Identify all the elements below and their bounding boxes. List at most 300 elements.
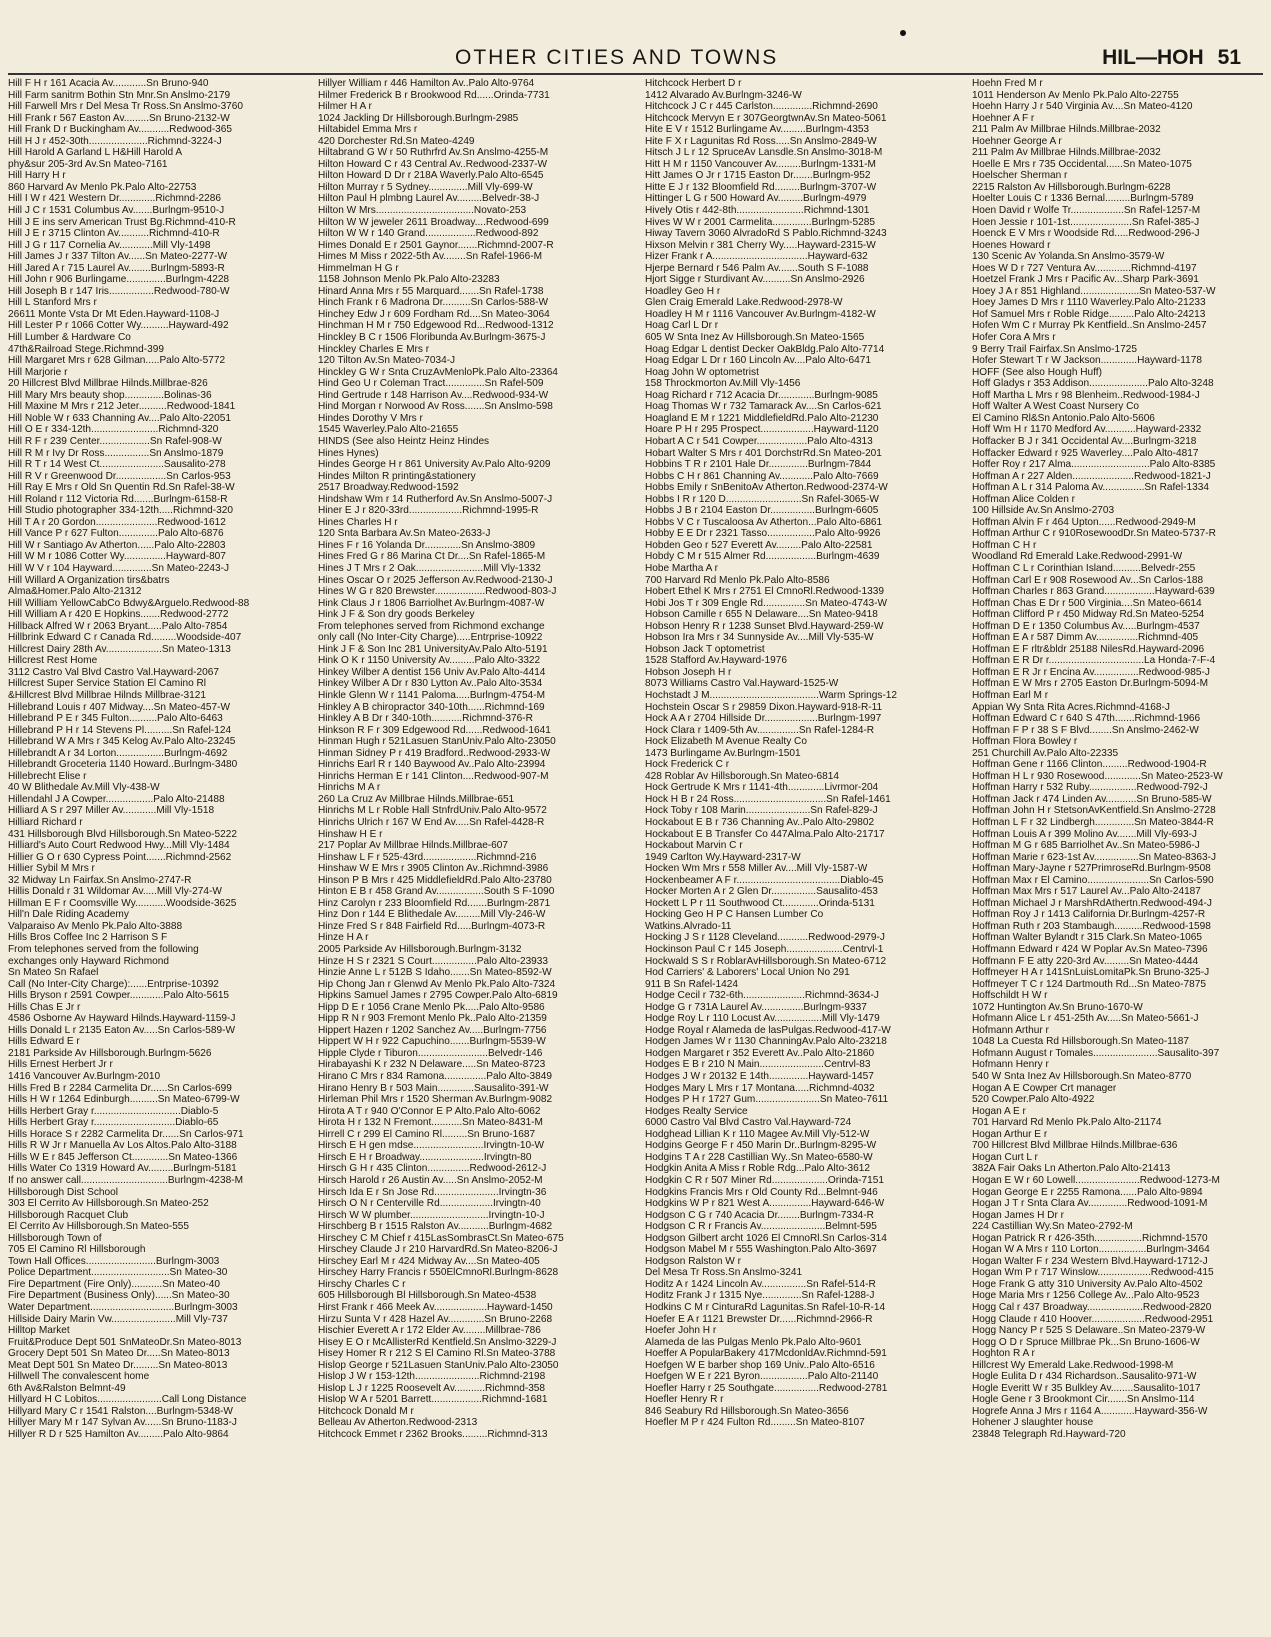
directory-entry: Hodges Realty Service: [645, 1105, 748, 1117]
directory-entry: Hochstein Oscar S r 29859 Dixon.Hayward-918-R-11: [645, 701, 883, 713]
directory-entry: Hoffman D E r 1350 Columbus Av.....Burlngm-4537: [972, 620, 1200, 632]
directory-entry: Hoffman Arthur C r 910RosewoodDr.Sn Mateo-5737-R: [972, 528, 1216, 540]
directory-entry: Hinkson R F r 309 Edgewood Rd......Redwood-1641: [318, 724, 551, 736]
directory-entry: Hinrichs Ulrich r 167 W End Av.....Sn Rafel-4428-R: [318, 817, 545, 828]
directory-entry: Hoag Edgar L dentist Decker OakBldg.Palo Alto-7714: [645, 343, 885, 355]
directory-entry: Hipp R N r 903 Fremont Menlo Pk..Palo Alto-21359: [318, 1013, 547, 1025]
directory-column-3: [645, 78, 965, 1637]
directory-entry: only call (No Inter-City Charge).....Entrprise-10922: [318, 632, 543, 644]
directory-entry: Hirsch G H r 435 Clinton...............Redwood-2612-J: [318, 1163, 547, 1175]
directory-entry: Hinrichs M L r Roble Hall StnfrdUniv.Palo Alto-9572: [318, 805, 547, 817]
directory-entry: Hoge Maria Mrs r 1256 College Av...Palo Alto-9523: [972, 1290, 1200, 1302]
directory-entry: Hogan A E Cowper Crt manager: [972, 1082, 1117, 1094]
directory-entry: Hoffman Gene r 1166 Clinton.........Redwood-1904-R: [972, 759, 1207, 771]
directory-entry: Hirschberg B r 1515 Ralston Av...........Burlngm-4682: [318, 1221, 553, 1233]
directory-entry: Hirsch E H r Broadway.......................Irvingtn-80: [318, 1151, 532, 1163]
page-range: HIL—HOH: [1102, 46, 1204, 69]
directory-entry: Hill Harold A Garland L H&Hill Harold A: [8, 147, 183, 159]
directory-entry: Hinckley Charles E Mrs r: [318, 343, 430, 355]
directory-entry: Appian Wy Snta Rita Acres.Richmnd-4168-J: [972, 701, 1170, 713]
directory-entry: Hillback Alfred W r 2063 Bryant.....Palo Alto-7854: [8, 620, 228, 632]
directory-entry: Hilliard A S r 297 Miller Av............Mill Vly-1518: [8, 805, 215, 817]
directory-entry: Hislop J W r 153-12th.......................Richmnd-2198: [318, 1371, 546, 1383]
directory-entry: Hill Willard A Organization tirs&batrs: [8, 574, 170, 586]
directory-entry: Hoefer John H r: [645, 1325, 717, 1337]
directory-entry: Hogan James H Dr r: [972, 1209, 1064, 1221]
directory-entry: Hodghead Lillian K r 110 Magee Av.Mill Vly-512-W: [645, 1128, 870, 1140]
directory-entry: Police Department............................Sn Mateo-30: [8, 1267, 228, 1279]
directory-entry: 224 Castillian Wy.Sn Mateo-2792-M: [972, 1221, 1133, 1233]
directory-entry: Hirrell C r 299 El Camino Rl.........Sn Bruno-1687: [318, 1128, 536, 1140]
directory-entry: Hills Water Co 1319 Howard Av.........Burlngm-5181: [8, 1163, 237, 1175]
directory-entry: Hinkley A B chiropractor 340-10th......Richmnd-169: [318, 701, 545, 713]
directory-entry: Hodgson C G r 740 Acacia Dr........Burlngm-7334-R: [645, 1209, 874, 1221]
directory-entry: Hockabout E B Transfer Co 447Alma.Palo Alto-21717: [645, 828, 885, 840]
directory-entry: Hiltabidel Emma Mrs r: [318, 124, 418, 136]
directory-entry: Hodge Roy L r 110 Locust Av.................Mill Vly-1479: [645, 1013, 880, 1025]
directory-entry: Hoffman Flora Bowley r: [972, 736, 1078, 748]
directory-entry: Meat Dept 501 Sn Mateo Dr.........Sn Mateo-8013: [8, 1359, 228, 1371]
directory-entry: Hockett L P r 11 Southwood Ct.............Orinda-5131: [645, 897, 875, 909]
directory-entry: Hill W M r 1086 Cotter Wy...............Hayward-807: [8, 551, 226, 563]
directory-entry: Hod Carriers' & Laborers' Local Union No 291: [645, 967, 850, 979]
directory-entry: Hirschey C M Chief r 415LasSombrasCt.Sn Mateo-675: [318, 1232, 564, 1244]
directory-entry: Hindes George H r 861 University Av.Palo Alto-9209: [318, 459, 551, 471]
directory-entry: Hogan Walter F r 234 Western Blvd.Hayward-1712-J: [972, 1255, 1208, 1267]
directory-entry: Hobson Jack T optometrist: [645, 643, 765, 655]
directory-entry: Hoenck E V Mrs r Woodside Rd.....Redwood-296-J: [972, 228, 1200, 240]
directory-entry: Hilton W W jeweler 2611 Broadway....Redwood-699: [318, 216, 549, 228]
directory-entry: Hof Samuel Mrs r Roble Ridge.........Palo Alto-24213: [972, 308, 1206, 320]
directory-entry: Hillebrand Louis r 407 Midway....Sn Mateo-457-W: [8, 701, 230, 713]
directory-entry: Hoffman Alvin F r 464 Upton......Redwood-2949-M: [972, 516, 1196, 528]
directory-entry: Hillier Sybil M Mrs r: [8, 863, 95, 875]
directory-entry: Hill Marjorie r: [8, 366, 68, 378]
directory-entry: Hilmer Frederick B r Brookwood Rd......Orinda-7731: [318, 89, 550, 101]
directory-entry: Hoen Jessie r 101-1st......................Sn Rafel-385-J: [972, 216, 1200, 228]
directory-entry: Hoffman A L r 314 Paloma Av...............Sn Rafel-1334: [972, 482, 1209, 494]
directory-entry: Hinard Anna Mrs r 55 Marquard.......Sn Rafel-1738: [318, 285, 544, 297]
directory-entry: Hillebrandt A r 34 Lorton.................Burlngm-4692: [8, 747, 228, 759]
directory-entry: &Hillcrest Blvd Millbrae Hilnds Millbrae-3121: [8, 689, 207, 701]
directory-entry: Hinkey Wilber A dentist 156 Univ Av.Palo Alto-4414: [318, 666, 546, 678]
page-number: 51: [1217, 46, 1241, 69]
directory-entry: Hoffman E F rltr&bldr 25188 NilesRd.Hayward-2096: [972, 643, 1205, 655]
directory-entry: Hill R M r Ivy Dr Ross................Sn Anslmo-1879: [8, 447, 224, 459]
directory-entry: Hoefgen W E r 221 Byron.................Palo Alto-21140: [645, 1371, 879, 1383]
directory-entry: 260 La Cruz Av Millbrae Hilnds.Millbrae-651: [318, 793, 515, 805]
directory-entry: Hobart Walter S Mrs r 401 DorchstrRd.Sn Mateo-201: [645, 447, 882, 459]
directory-entry: Hinshaw L F r 525-43rd...................Richmnd-216: [318, 851, 537, 863]
directory-entry: Hill J E ins serv American Trust Bg.Richmnd-410-R: [8, 216, 236, 228]
directory-entry: Himes M Miss r 2022-5th Av........Sn Rafel-1966-M: [318, 251, 543, 263]
directory-entry: Hogle Everitt W r 35 Bulkley Av........Sausalito-1017: [972, 1382, 1201, 1394]
directory-entry: Hinshaw W E Mrs r 3905 Clinton Av..Richmnd-3986: [318, 863, 549, 875]
directory-entry: Hoag Edgar L Dr r 160 Lincoln Av....Palo Alto-6471: [645, 355, 871, 367]
directory-entry: Hines J T Mrs r 2 Oak........................Mill Vly-1332: [318, 562, 541, 574]
directory-entry: Hill T A r 20 Gordon......................Redwood-1612: [8, 516, 226, 528]
directory-entry: Hofer Stewart T r W Jackson.............Hayward-1178: [972, 355, 1202, 367]
directory-entry: Hoff Martha L Mrs r 98 Blenheim..Redwood-1984-J: [972, 389, 1200, 401]
directory-entry: Hoag Thomas W r 732 Tamarack Av....Sn Carlos-621: [645, 401, 882, 413]
directory-entry: Hoffer Roy r 217 Alma............................Palo Alto-8385: [972, 459, 1216, 471]
directory-entry: Hill W r Santiago Av Atherton......Palo Alto-22803: [8, 539, 226, 551]
directory-entry: Hoffman John H r StetsonAvKentfield.Sn Anslmo-2728: [972, 805, 1216, 817]
directory-entry: 520 Cowper.Palo Alto-4922: [972, 1094, 1095, 1106]
directory-entry: Hoffman Clifford P r 450 Midway Rd.Sn Mateo-5254: [972, 609, 1205, 621]
directory-entry: Hillcrest Rest Home: [8, 655, 98, 667]
directory-entry: Hislop W A r 5201 Barrett..................Richmnd-1681: [318, 1394, 548, 1406]
directory-entry: Hite F X r Lagunitas Rd Ross.....Sn Anslmo-2849-W: [645, 135, 877, 147]
directory-entry: Hills Ernest Herbert Jr r: [8, 1059, 113, 1071]
directory-entry: 700 Harvard Rd Menlo Pk.Palo Alto-8586: [645, 574, 830, 586]
directory-entry: Hofer Cora A Mrs r: [972, 332, 1056, 344]
directory-entry: 2181 Parkside Av Hillsborough.Burlngm-5626: [8, 1047, 212, 1059]
directory-entry: Hodgkin C R r 507 Miner Rd....................Orinda-7151: [645, 1174, 884, 1186]
directory-entry: Hines Oscar O r 2025 Jefferson Av.Redwood-2130-J: [318, 574, 553, 586]
directory-entry: Hillbrink Edward C r Canada Rd.........Woodside-407: [8, 632, 242, 644]
directory-entry: Himes Donald E r 2501 Gaynor.......Richmnd-2007-R: [318, 239, 554, 251]
directory-entry: Hoffman Max r El Camino......................Sn Carlos-590: [972, 874, 1214, 886]
directory-entry: 26611 Monte Vsta Dr Mt Eden.Hayward-1108-J: [8, 308, 220, 320]
directory-entry: Hillendahl J A Cowper.................Palo Alto-21488: [8, 793, 225, 805]
directory-entry: Hoghton R A r: [972, 1348, 1035, 1360]
directory-entry: Hoffman Alice Colden r: [972, 493, 1076, 505]
directory-entry: Hoefer E A r 1121 Brewster Dr......Richmnd-2966-R: [645, 1313, 873, 1325]
directory-entry: Hirabayashi K r 232 N Delaware.....Sn Mateo-8723: [318, 1059, 546, 1071]
directory-entry: Hogan Arthur E r: [972, 1128, 1048, 1140]
directory-entry: 2215 Ralston Av Hillsborough.Burlngm-6228: [972, 181, 1171, 193]
directory-entry: Hillside Dairy Marin Vw.......................Mill Vly-737: [8, 1313, 228, 1325]
directory-entry: Hoffman Jack r 474 Linden Av...........Sn Bruno-585-W: [972, 793, 1212, 805]
directory-entry: Hogan Wm P r 717 Winslow...................Redwood-415: [972, 1267, 1214, 1279]
directory-entry: 4586 Osborne Av Hayward Hilnds.Hayward-1159-J: [8, 1013, 236, 1025]
directory-entry: Hoffman Charles r 863 Grand..................Hayward-639: [972, 586, 1215, 598]
directory-entry: Hill J G r 117 Cornelia Av............Mill Vly-1498: [8, 239, 211, 251]
directory-entry: Hobbs V C r Tuscaloosa Av Atherton...Palo Alto-6861: [645, 516, 883, 528]
directory-entry: Hodgkins Francis Mrs r Old County Rd...Belmnt-946: [645, 1186, 878, 1198]
directory-entry: Hobdy C M r 515 Almer Rd..................Burlngm-4639: [645, 551, 880, 563]
directory-entry: Hilltop Market: [8, 1325, 70, 1337]
directory-entry: Hill Noble W r 633 Channing Av....Palo Alto-22051: [8, 412, 231, 424]
directory-entry: 8073 Williams Castro Val.Hayward-1525-W: [645, 678, 839, 690]
directory-entry: Hinz Don r 144 E Blithedale Av.........Mill Vly-246-W: [318, 909, 546, 921]
directory-entry: Hirzu Sunta V r 428 Hazel Av.............Sn Bruno-2268: [318, 1313, 553, 1325]
directory-entry: Hitt H M r 1150 Vancouver Av.........Burlngm-1331-M: [645, 158, 876, 170]
directory-entry: Hindes Milton R printing&stationery: [318, 470, 476, 482]
directory-entry: 2517 Broadway.Redwood-1592: [318, 482, 459, 494]
directory-entry: 1545 Waverley.Palo Alto-21655: [318, 424, 459, 436]
directory-entry: Hocking Geo H P C Hansen Lumber Co: [645, 909, 824, 921]
directory-entry: Hively Otis r 442-8th........................Richmnd-1301: [645, 205, 870, 217]
page-header: [0, 0, 1271, 78]
directory-entry: Hinman Sidney P r 419 Bradford..Redwood-2933-W: [318, 747, 551, 759]
directory-entry: Hock Gertrude K Mrs r 1141-4th.............Livrmor-204: [645, 782, 879, 794]
directory-entry: Hoffman Earl M r: [972, 689, 1049, 701]
directory-entry: Hill John r 906 Burlingame..............Burlngm-4228: [8, 274, 230, 286]
directory-entry: 6000 Castro Val Blvd Castro Val.Hayward-724: [645, 1117, 852, 1129]
directory-entry: Hodkins C M r CinturaRd Lagunitas.Sn Rafel-10-R-14: [645, 1301, 886, 1313]
directory-entry: Hillwell The convalescent home: [8, 1371, 150, 1383]
directory-entry: Hoffman Michael J r MarshRdAthertn.Redwood-494-J: [972, 897, 1212, 909]
directory-entry: 40 W Blithedale Av.Mill Vly-438-W: [8, 782, 160, 794]
directory-entry: Hilton Howard C r 43 Central Av..Redwood-2337-W: [318, 158, 548, 170]
directory-entry: Hobson Joseph H r: [645, 666, 732, 678]
directory-entry: Hillyer Mary M r 147 Sylvan Av......Sn Bruno-1183-J: [8, 1417, 237, 1429]
directory-entry: HOFF (See also Hough Huff): [972, 366, 1102, 378]
directory-entry: Hislop L J r 1225 Roosevelt Av...........Richmnd-358: [318, 1382, 546, 1394]
directory-entry: Hinkley A B Dr r 340-10th...........Richmnd-376-R: [318, 713, 533, 725]
directory-entry: 911 B Sn Rafel-1424: [645, 978, 738, 990]
directory-entry: Hirsch E H gen mdse.........................Irvingtn-10-W: [318, 1140, 545, 1152]
directory-entry: Hilton Howard D Dr r 218A Waverly.Palo Alto-6545: [318, 170, 544, 182]
directory-entry: Hippert Hazen r 1202 Sanchez Av.....Burlngm-7756: [318, 1024, 547, 1036]
directory-entry: Hodgson Ralston W r: [645, 1255, 741, 1267]
directory-entry: Hind Geo U r Coleman Tract..............Sn Rafel-509: [318, 378, 544, 390]
directory-entry: Hinzie Anne L r 512B S Idaho.......Sn Mateo-8592-W: [318, 967, 552, 979]
directory-entry: Hillcrest Super Service Station El Camino Rl: [8, 678, 207, 690]
directory-entry: Hinckley G W r Snta CruzAvMenloPk.Palo Alto-23364: [318, 366, 558, 378]
directory-entry: Hogg Nancy P r 525 S Delaware..Sn Mateo-2379-W: [972, 1325, 1206, 1337]
directory-entry: Sn Mateo Sn Rafael: [8, 967, 99, 979]
directory-entry: Hoff Walter A West Coast Nursery Co: [972, 401, 1139, 413]
directory-entry: Hirsch O N r Centerville Rd...................Irvingtn-40: [318, 1198, 541, 1210]
directory-entry: Hillcrest Wy Emerald Lake.Redwood-1998-M: [972, 1359, 1174, 1371]
directory-entry: Hill'n Dale Riding Academy: [8, 909, 129, 921]
directory-entry: Hillcrest Dairy 28th Av....................Sn Mateo-1313: [8, 643, 231, 655]
directory-entry: Hoefler Henry R r: [645, 1394, 724, 1406]
directory-entry: 701 Harvard Rd Menlo Pk.Palo Alto-21174: [972, 1117, 1162, 1129]
directory-entry: Hoey J A r 851 Highland.....................Sn Mateo-537-W: [972, 285, 1216, 297]
directory-entry: 846 Seabury Rd Hillsborough.Sn Mateo-3656: [645, 1405, 849, 1417]
directory-entry: Hillyard H C Lobitos.......................Call Long Distance: [8, 1394, 247, 1406]
directory-entry: Hoadley H M r 1116 Vancouver Av.Burlngm-4182-W: [645, 308, 876, 320]
directory-entry: Hitt James O Jr r 1715 Easton Dr.......Burlngm-952: [645, 170, 871, 182]
directory-entry: Hoffman Harry r 532 Ruby.................Redwood-792-J: [972, 782, 1208, 794]
directory-entry: Hittinger L G r 500 Howard Av.........Burlngm-4979: [645, 193, 867, 205]
directory-entry: Hitchcock Herbert D r: [645, 78, 742, 89]
directory-entry: Hillsborough Town of: [8, 1232, 102, 1244]
directory-entry: Hill Mary Mrs beauty shop..............Bolinas-36: [8, 389, 212, 401]
directory-entry: 1048 La Cuesta Rd Hillsborough.Sn Mateo-1187: [972, 1036, 1189, 1048]
directory-entry: Del Mesa Tr Ross.Sn Anslmo-3241: [645, 1267, 803, 1279]
directory-entry: Hirschey Claude J r 210 HarvardRd.Sn Mateo-8206-J: [318, 1244, 558, 1256]
directory-entry: Hodges Mary L Mrs r 17 Montana.....Richmnd-4032: [645, 1082, 875, 1094]
directory-entry: Hilton Murray r 5 Sydney..............Mill Vly-699-W: [318, 181, 533, 193]
directory-entry: Hilton W W r 140 Grand..................Redwood-892: [318, 228, 539, 240]
directory-entry: Hoffmeyer T C r 124 Dartmouth Rd...Sn Mateo-7875: [972, 978, 1206, 990]
directory-entry: Hillebrand P H r 14 Stevens Pl..........Sn Rafel-124: [8, 724, 232, 736]
directory-entry: Hite E V r 1512 Burlingame Av.........Burlngm-4353: [645, 124, 870, 136]
directory-entry: Hock Frederick C r: [645, 759, 730, 771]
directory-entry: Hill Margaret Mrs r 628 Gilman.....Palo Alto-5772: [8, 355, 226, 367]
directory-entry: Hodgson C R r Francis Av.......................Belmnt-595: [645, 1221, 877, 1233]
directory-entry: Hoelle E Mrs r 735 Occidental......Sn Mateo-1075: [972, 158, 1192, 170]
directory-entry: Hoffman E R Jr r Encina Av................Redwood-985-J: [972, 666, 1210, 678]
directory-entry: Hofmann Henry r: [972, 1059, 1049, 1071]
directory-entry: 1011 Henderson Av Menlo Pk.Palo Alto-22755: [972, 89, 1179, 101]
directory-entry: Hoehn Harry J r 540 Virginia Av....Sn Mateo-4120: [972, 101, 1193, 113]
printing-dot: [900, 30, 906, 36]
directory-entry: Hoehner George A r: [972, 135, 1062, 147]
directory-entry: Hink Claus J r 1806 Barriolhet Av.Burlngm-4087-W: [318, 597, 545, 609]
directory-entry: Hines Fred G r 86 Marina Ct Dr....Sn Rafel-1865-M: [318, 551, 546, 563]
directory-entry: Hischier Everett A r 172 Elder Av........Millbrae-786: [318, 1325, 541, 1337]
directory-entry: 32 Midway Ln Fairfax.Sn Anslmo-2747-R: [8, 874, 192, 886]
directory-entry: 420 Dorchester Rd.Sn Mateo-4249: [318, 135, 475, 147]
directory-entry: 303 El Cerrito Av Hillsborough.Sn Mateo-252: [8, 1198, 209, 1210]
directory-entry: Water Department..............................Burlngm-3003: [8, 1301, 238, 1313]
directory-entry: Hill Maxine M Mrs r 212 Jeter..........Redwood-1841: [8, 401, 236, 413]
directory-entry: Hoffman E R Dr r..................................La Honda-7-F-4: [972, 655, 1216, 667]
directory-entry: 1416 Vancouver Av.Burlngm-2010: [8, 1071, 161, 1083]
directory-entry: Hillebrand W A Mrs r 345 Kelog Av.Palo Alto-23245: [8, 736, 236, 748]
directory-entry: Hills Bryson r 2591 Cowper............Palo Alto-5615: [8, 990, 230, 1002]
directory-entry: Hill Vance P r 627 Fulton..............Palo Alto-6876: [8, 528, 224, 540]
directory-entry: Hisey Homer R r 212 S El Camino Rl.Sn Mateo-3788: [318, 1348, 556, 1360]
directory-entry: Hill Frank r 567 Easton Av.........Sn Bruno-2132-W: [8, 112, 230, 124]
directory-entry: Hill L Stanford Mrs r: [8, 297, 97, 309]
directory-entry: Hoffman Marie r 623-1st Av................Sn Mateo-8363-J: [972, 851, 1217, 863]
directory-entry: Hockenbeamer A F r.....................................Diablo-45: [645, 874, 884, 886]
directory-entry: Hinrichs M A r: [318, 782, 381, 794]
directory-entry: Hoffacker B J r 341 Occidental Av....Burlngm-3218: [972, 435, 1197, 447]
directory-entry: Glen Craig Emerald Lake.Redwood-2978-W: [645, 297, 843, 309]
directory-entry: Hinkle Glenn W r 1141 Paloma.....Burlngm-4754-M: [318, 689, 546, 701]
directory-entry: Hogan W A Mrs r 110 Lorton.................Burlngm-3464: [972, 1244, 1210, 1256]
directory-entry: Hobbs I R r 120 D...........................Sn Rafel-3065-W: [645, 493, 879, 505]
directory-entry: Hoffman Edward C r 640 S 47th.......Richmnd-1966: [972, 713, 1201, 725]
directory-entry: Hoadley Geo H r: [645, 285, 721, 297]
directory-entry: Hoefler M P r 424 Fulton Rd.........Sn Mateo-8107: [645, 1417, 865, 1429]
directory-entry: 700 Hillcrest Blvd Millbrae Hilnds.Millbrae-636: [972, 1140, 1178, 1152]
directory-entry: Hirano C Mrs r 834 Ramona...............Palo Alto-3849: [318, 1071, 552, 1083]
directory-entry: Hoff Wm H r 1170 Medford Av...........Hayward-2332: [972, 424, 1202, 436]
directory-entry: 23848 Telegraph Rd.Hayward-720: [972, 1428, 1126, 1440]
directory-entry: Hind Gertrude r 148 Harrison Av....Redwood-934-W: [318, 389, 549, 401]
directory-entry: Hobi Jos T r 309 Engle Rd...............Sn Mateo-4743-W: [645, 597, 887, 609]
directory-entry: Hitchcock J C r 445 Carlston..............Richmnd-2690: [645, 101, 878, 113]
directory-entry: Hills Herbert Gray r...............................Diablo-5: [8, 1105, 219, 1117]
directory-entry: Hogrefe Anna J Mrs r 1164 A............Hayward-356-W: [972, 1405, 1208, 1417]
directory-entry: 540 W Snta Inez Av Hillsborough.Sn Mateo-8770: [972, 1071, 1192, 1083]
directory-entry: If no answer call...............................Burlngm-4238-M: [8, 1174, 244, 1186]
directory-entry: 382A Fair Oaks Ln Atherton.Palo Alto-21413: [972, 1163, 1171, 1175]
directory-entry: 100 Hillside Av.Sn Anslmo-2703: [972, 505, 1115, 517]
directory-entry: Hilliard's Auto Court Redwood Hwy...Mill Vly-1484: [8, 840, 230, 852]
directory-entry: Hoenes Howard r: [972, 239, 1051, 251]
directory-entry: Hock Clara r 1409-5th Av...............Sn Rafel-1284-R: [645, 724, 875, 736]
directory-entry: Hillsborough Racquet Club: [8, 1209, 129, 1221]
directory-entry: Hindshaw Wm r 14 Rutherford Av.Sn Anslmo-5007-J: [318, 493, 553, 505]
directory-entry: Hinrichs Herman E r 141 Clinton....Redwood-907-M: [318, 770, 549, 782]
directory-entry: Hines F r 16 Yolanda Dr.............Sn Anslmo-3809: [318, 539, 536, 551]
directory-entry: Hirschey Harry Francis r 550ElCmnoRl.Burlngm-8628: [318, 1267, 559, 1279]
directory-entry: Hill Joseph B r 147 Iris................Redwood-780-W: [8, 285, 230, 297]
directory-entry: Hills Donald L r 2135 Eaton Av.....Sn Carlos-589-W: [8, 1024, 236, 1036]
directory-entry: Hoffman Carl E r 908 Rosewood Av...Sn Carlos-188: [972, 574, 1204, 586]
directory-entry: 1158 Johnson Menlo Pk.Palo Alto-23283: [318, 274, 500, 286]
directory-entry: Hoffman C L r Corinthian Island..........Belvedr-255: [972, 562, 1196, 574]
directory-entry: phy&sur 205-3rd Av.Sn Mateo-7161: [8, 158, 168, 170]
directory-entry: 428 Roblar Av Hillsborough.Sn Mateo-6814: [645, 770, 839, 782]
directory-entry: Hilton Paul H plmbng Laurel Av.........Belvedr-38-J: [318, 193, 540, 205]
directory-entry: Hills Herbert Gray r.............................Diablo-65: [8, 1117, 219, 1129]
directory-entry: Hillyer R D r 525 Hamilton Av.........Palo Alto-9864: [8, 1428, 229, 1440]
directory-entry: Hoare P H r 295 Prospect...................Hayward-1120: [645, 424, 879, 436]
directory-entry: Hoffman E A r 587 Dimm Av...............Richmnd-405: [972, 632, 1199, 644]
directory-entry: 2005 Parkside Av Hillsborough.Burlngm-3132: [318, 944, 522, 956]
directory-entry: Hoffman Louis A r 399 Molino Av.......Mill Vly-693-J: [972, 828, 1197, 840]
directory-entry: 1473 Burlingame Av.Burlngm-1501: [645, 747, 801, 759]
directory-entry: Hoffman M G r 685 Barriolhet Av..Sn Mateo-5986-J: [972, 840, 1200, 852]
directory-entry: Hills Bros Coffee Inc 2 Harrison S F: [8, 932, 168, 944]
directory-entry: Hirschey Earl M r 424 Midway Av....Sn Mateo-405: [318, 1255, 540, 1267]
directory-entry: Hillman E F r Coomsville Wy...........Woodside-3625: [8, 897, 237, 909]
directory-entry: Hoelscher Sherman r: [972, 170, 1068, 182]
directory-entry: Hilton W Mrs...................................Novato-253: [318, 205, 527, 217]
directory-entry: Hoen David r Wolfe Tr...................Sn Rafel-1257-M: [972, 205, 1201, 217]
directory-entry: Hirsch Ida E r Sn Jose Rd.......................Irvingtn-36: [318, 1186, 547, 1198]
directory-entry: Hills W E r 845 Jefferson Ct.............Sn Mateo-1366: [8, 1151, 238, 1163]
directory-entry: Hislop George r 521Lasuen StanUniv.Palo Alto-23050: [318, 1359, 559, 1371]
directory-entry: Hillsborough Dist School: [8, 1186, 118, 1198]
directory-entry: Hills R W Jr r Manuella Av Los Altos.Palo Alto-3188: [8, 1140, 237, 1152]
directory-entry: Hink J F & Son Inc 281 UniversityAv.Palo Alto-5191: [318, 643, 548, 655]
directory-entry: Hockinson Paul C r 145 Joseph....................Centrvl-1: [645, 944, 884, 956]
directory-entry: Hofmann August r Tomales.......................Sausalito-397: [972, 1047, 1220, 1059]
directory-entry: 211 Palm Av Millbrae Hilnds.Millbrae-2032: [972, 124, 1161, 136]
directory-entry: Hoffschildt H W r: [972, 990, 1048, 1002]
directory-entry: Hoehner A F r: [972, 112, 1035, 124]
directory-entry: Hogan A E r: [972, 1105, 1026, 1117]
directory-entry: Hill Jared A r 715 Laurel Av........Burlngm-5893-R: [8, 262, 225, 274]
directory-entry: 9 Berry Trail Fairfax.Sn Anslmo-1725: [972, 343, 1137, 355]
directory-entry: Hoditz A r 1424 Lincoln Av................Sn Rafel-514-R: [645, 1278, 876, 1290]
directory-entry: Himmelman H G r: [318, 262, 399, 274]
directory-entry: Hirschy Charles C r: [318, 1278, 406, 1290]
directory-entry: Hoag John W optometrist: [645, 366, 759, 378]
directory-entry: Hill R V r Greenwood Dr..................Sn Carlos-953: [8, 470, 231, 482]
directory-entry: Hinch Frank r 6 Madrona Dr..........Sn Carlos-588-W: [318, 297, 548, 309]
directory-entry: Hills Fred B r 2284 Carmelita Dr......Sn Carlos-699: [8, 1082, 232, 1094]
directory-entry: Hines Charles H r: [318, 516, 398, 528]
directory-entry: 130 Scenic Av Yolanda.Sn Anslmo-3579-W: [972, 251, 1165, 263]
directory-entry: Hoffman Chas E Dr r 500 Virginia....Sn Mateo-6614: [972, 597, 1202, 609]
directory-entry: Hills Horace S r 2282 Carmelita Dr......Sn Carlos-971: [8, 1128, 244, 1140]
directory-entry: Hoefler Harry r 25 Southgate................Redwood-2781: [645, 1382, 888, 1394]
directory-entry: Hoffman Ruth r 203 Stambaugh..........Redwood-1598: [972, 920, 1211, 932]
directory-entry: Hoffman F P r 38 S F Blvd........Sn Anslmo-2462-W: [972, 724, 1199, 736]
directory-entry: Hobert Ethel K Mrs r 2751 El CmnoRl.Redwood-1339: [645, 586, 884, 598]
directory-entry: El Cerrito Av Hillsborough.Sn Mateo-555: [8, 1221, 190, 1233]
directory-entry: Hoes W D r 727 Ventura Av.............Richmnd-4197: [972, 262, 1197, 274]
directory-entry: Hills H W r 1264 Edinburgh..........Sn Mateo-6799-W: [8, 1094, 240, 1106]
directory-entry: Hinckley B C r 1506 Floribunda Av.Burlngm-3675-J: [318, 332, 546, 344]
directory-entry: Hirota H r 132 N Fremont...........Sn Mateo-8431-M: [318, 1117, 543, 1129]
directory-entry: Hoffman A r 227 Alden......................Redwood-1821-J: [972, 470, 1211, 482]
directory-entry: Belleau Av Atherton.Redwood-2313: [318, 1417, 478, 1429]
directory-entry: Hipp D E r 1056 Crane Menlo Pk.....Palo Alto-9586: [318, 1001, 545, 1013]
directory-entry: Hobbs Emily r SnBenitoAv Atherton.Redwood-2374-W: [645, 482, 888, 494]
directory-entry: Hinze Fred S r 848 Fairfield Rd.....Burlngm-4073-R: [318, 920, 546, 932]
directory-entry: Hobson Ira Mrs r 34 Sunnyside Av....Mill Vly-535-W: [645, 632, 874, 644]
directory-entry: Hoag Richard r 712 Acacia Dr.............Burlngm-9085: [645, 389, 878, 401]
directory-entry: Hizer Frank r A..................................Hayward-632: [645, 251, 868, 263]
directory-entry: Hobart A C r 541 Cowper..................Palo Alto-4313: [645, 435, 873, 447]
directory-entry: Hinchey Edw J r 609 Fordham Rd....Sn Mateo-3064: [318, 308, 550, 320]
directory-column-4: [972, 78, 1264, 1637]
